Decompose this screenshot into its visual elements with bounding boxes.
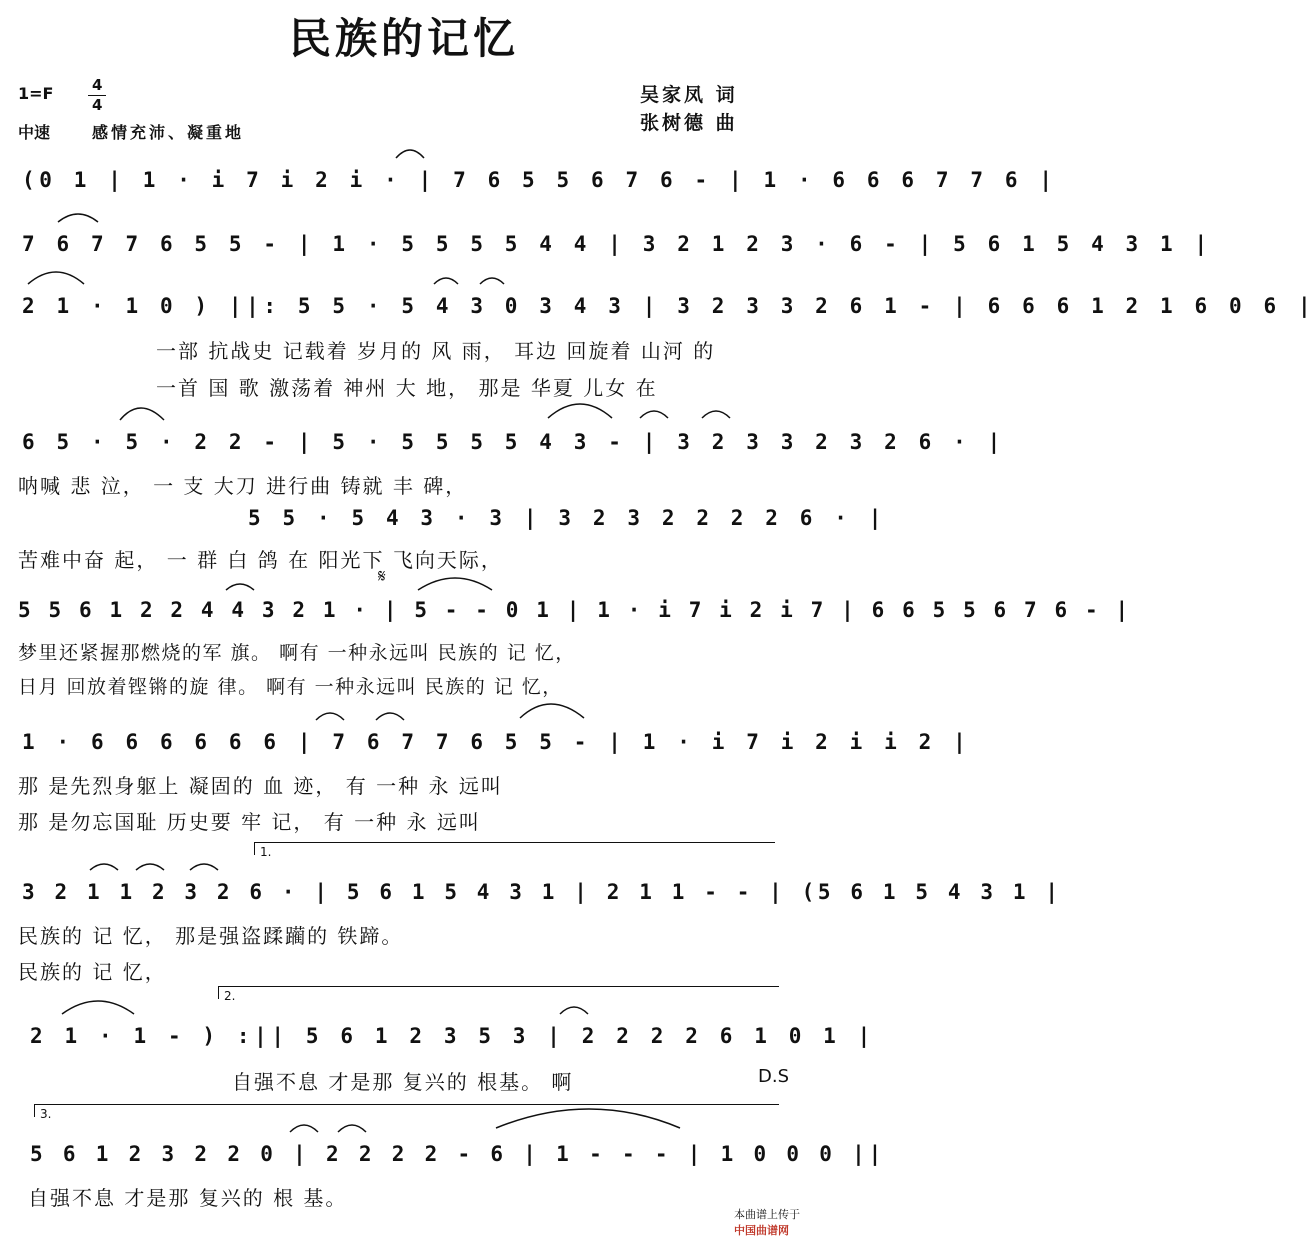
score-line-6: 5 5 6 1 2 2 4 4 3 2 1 · | 5 - - 0 1 | 1 · i 7 i 2 i 7 | 6 6 5 5 6 7 6 - | (18, 598, 1131, 622)
slur-11 (418, 578, 492, 590)
slur-3 (28, 272, 84, 284)
score-line-10: 5 6 1 2 3 2 2 0 | 2 2 2 2 - 6 | 1 - - - | 1 0 0 0 || (30, 1142, 886, 1166)
volta-2-label: 2. (224, 989, 236, 1003)
slur-17 (190, 864, 218, 870)
slur-2 (58, 214, 98, 222)
lyric-line-4a: 呐喊 悲 泣， 一 支 大刀 进行曲 铸就 丰 碑， (18, 474, 468, 498)
lyric-line-6a: 梦里还紧握那燃烧的军 旗。 啊有 一种永远叫 民族的 记 忆， (18, 642, 576, 664)
slur-9 (702, 411, 730, 418)
score-line-3: 2 1 · 1 0 ) ||: 5 5 · 5 4 3 0 3 4 3 | 3 2 3 3 2 6 1 - | 6 6 6 1 2 1 6 0 6 | (22, 294, 1315, 318)
score-line-8: 3 2 1 1 2 3 2 6 · | 5 6 1 5 4 3 1 | 2 1 1 - - | (5 6 1 5 4 3 1 | (22, 880, 1062, 904)
lyric-line-7b: 那 是勿忘国耻 历史要 牢 记， 有 一种 永 远叫 (18, 810, 481, 834)
volta-3-label: 3. (40, 1107, 52, 1121)
slur-13 (376, 713, 404, 720)
slur-7 (548, 404, 612, 418)
slur-6 (120, 408, 164, 420)
site-footer (727, 1193, 800, 1238)
tempo-mark: 中速 (18, 123, 51, 142)
slur-20 (290, 1125, 318, 1132)
slur-14 (520, 704, 584, 718)
score-line-9: 2 1 · 1 - ) :|| 5 6 1 2 3 5 3 | 2 2 2 2 6 1 0 1 | (30, 1024, 875, 1048)
time-signature-top: 4 (92, 76, 103, 94)
slur-16 (136, 864, 164, 870)
volta-1-label: 1. (260, 845, 272, 859)
segno-sign: 𝄋 (378, 566, 386, 587)
slur-1 (396, 150, 424, 158)
slur-4 (434, 278, 458, 284)
slur-12 (316, 713, 344, 720)
key-signature: 1=F (18, 84, 54, 103)
slur-8 (640, 411, 668, 418)
slur-19 (560, 1007, 588, 1014)
lyric-line-8b: 民族的 记 忆， (18, 960, 167, 984)
lyric-line-3a: 一部 抗战史 记载着 岁月的 风 雨， 耳边 回旋着 山河 的 (156, 339, 716, 363)
time-signature-bottom: 4 (92, 96, 103, 114)
song-title: 民族的记忆 (288, 14, 519, 63)
slur-18 (62, 1001, 134, 1014)
lyric-line-5a: 苦难中奋 起， 一 群 白 鸽 在 阳光下 飞向天际， (18, 548, 503, 572)
composer-credit: 张树德 曲 (640, 112, 738, 134)
expression-mark: 感情充沛、凝重地 (92, 123, 245, 142)
lyric-line-10a: 自强不息 才是那 复兴的 根 基。 (28, 1186, 348, 1210)
footer-brand[interactable]: 中国曲谱网 (734, 1224, 789, 1237)
lyric-line-7a: 那 是先烈身躯上 凝固的 血 迹， 有 一种 永 远叫 (18, 774, 503, 798)
score-line-5: 5 5 · 5 4 3 · 3 | 3 2 3 2 2 2 2 6 · | (248, 506, 886, 530)
footer-prefix: 本曲谱上传于 (734, 1208, 800, 1221)
lyric-line-6b: 日月 回放着铿锵的旋 律。 啊有 一种永远叫 民族的 记 忆， (18, 676, 563, 698)
slur-5 (480, 278, 504, 284)
slur-21 (338, 1125, 366, 1132)
lyric-line-9a: 自强不息 才是那 复兴的 根基。 啊 (232, 1070, 574, 1094)
ds-mark: D.S (758, 1066, 790, 1087)
slur-22 (496, 1109, 680, 1128)
score-line-1: (0 1 | 1 · i 7 i 2 i · | 7 6 5 5 6 7 6 - | 1 · 6 6 6 7 7 6 | (22, 168, 1057, 192)
score-line-7: 1 · 6 6 6 6 6 6 | 7 6 7 7 6 5 5 - | 1 · i 7 i 2 i i 2 | (22, 730, 971, 754)
slur-15 (90, 864, 118, 870)
slur-10 (226, 584, 254, 590)
score-line-2: 7 6 7 7 6 5 5 - | 1 · 5 5 5 5 4 4 | 3 2 1 2 3 · 6 - | 5 6 1 5 4 3 1 | (22, 232, 1212, 256)
lyric-line-8a: 民族的 记 忆， 那是强盗蹂躏的 铁蹄。 (18, 924, 404, 948)
score-line-4: 6 5 · 5 · 2 2 - | 5 · 5 5 5 5 4 3 - | 3 2 3 3 2 3 2 6 · | (22, 430, 1005, 454)
lyricist-credit: 吴家凤 词 (640, 84, 738, 106)
lyric-line-3b: 一首 国 歌 激荡着 神州 大 地， 那是 华夏 儿女 在 (156, 376, 658, 400)
